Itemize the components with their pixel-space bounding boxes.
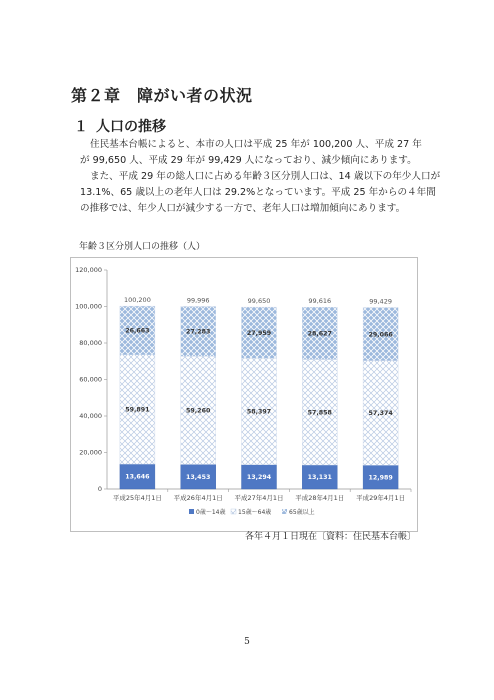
total-label: 99,429	[369, 297, 392, 306]
section-heading	[74, 116, 166, 136]
data-label: 29,066	[368, 331, 393, 339]
paragraph-line: 住民基本台帳によると、本市の人口は平成 25 年が 100,200 人、平成 27 年	[90, 139, 422, 150]
data-label: 27,959	[246, 329, 272, 337]
legend-swatch	[189, 509, 194, 514]
legend-label: 15歳～64歳	[238, 509, 272, 516]
legend-swatch	[282, 509, 287, 514]
paragraph-age-structure	[80, 169, 441, 217]
paragraph-population-summary	[80, 137, 420, 169]
data-label: 27,283	[186, 328, 211, 336]
legend-swatch	[231, 509, 236, 514]
data-label: 59,891	[125, 406, 150, 414]
paragraph-line: また、平成 29 年の総人口に占める年齢３区分別人口は、14 歳以下の年少人口が	[90, 171, 441, 182]
population-chart	[71, 258, 419, 533]
x-tick-label: 平成25年4月1日	[112, 494, 162, 502]
data-label: 13,131	[307, 474, 332, 482]
legend-label: 0歳～14歳	[196, 509, 226, 516]
chapter-title: 第２章 障がい者の状況	[71, 86, 253, 105]
data-label: 26,663	[125, 327, 150, 335]
paragraph-line: が 99,650 人、平成 29 年が 99,429 人になっており、減少傾向にあります。	[80, 155, 417, 166]
x-tick-label: 平成27年4月1日	[234, 494, 284, 502]
data-label: 12,989	[368, 474, 393, 482]
total-label: 99,616	[308, 297, 332, 306]
chart-caption: 年齢３区分別人口の推移（人）	[79, 242, 206, 252]
data-label: 59,260	[186, 407, 211, 415]
legend-label: 65歳以上	[289, 509, 315, 516]
y-tick-label: 80,000	[79, 339, 102, 348]
x-tick-label: 平成26年4月1日	[173, 494, 223, 502]
section-number: １	[74, 119, 88, 135]
data-label: 57,858	[307, 409, 332, 417]
data-label: 13,646	[125, 473, 150, 481]
y-tick-label: 60,000	[79, 375, 102, 384]
data-label: 58,397	[246, 408, 272, 416]
chart-frame	[70, 257, 418, 532]
y-tick-label: 40,000	[79, 412, 102, 421]
data-label: 28,627	[307, 330, 332, 338]
data-label: 13,294	[246, 474, 272, 482]
paragraph-line: 13.1%、65 歳以上の老年人口は 29.2%となっています。平成 25 年からの４年間	[80, 187, 436, 198]
x-tick-label: 平成29年4月1日	[356, 494, 406, 502]
data-label: 57,374	[368, 410, 393, 418]
page-number: 5	[244, 637, 250, 647]
y-tick-label: 120,000	[75, 266, 102, 275]
total-label: 99,996	[186, 296, 210, 305]
x-tick-label: 平成28年4月1日	[295, 494, 345, 502]
section-title: 人口の推移	[96, 119, 166, 135]
y-tick-label: 100,000	[75, 302, 102, 311]
total-label: 100,200	[123, 296, 151, 305]
source-note: 各年４月１日現在〔資料：住民基本台帳〕	[244, 532, 416, 542]
paragraph-line: の推移では、年少人口が減少する一方で、老年人口は増加傾向にあります。	[80, 203, 406, 214]
y-tick-label: 0	[97, 485, 102, 494]
y-tick-label: 20,000	[79, 448, 102, 457]
total-label: 99,650	[247, 297, 271, 306]
data-label: 13,453	[186, 473, 211, 481]
